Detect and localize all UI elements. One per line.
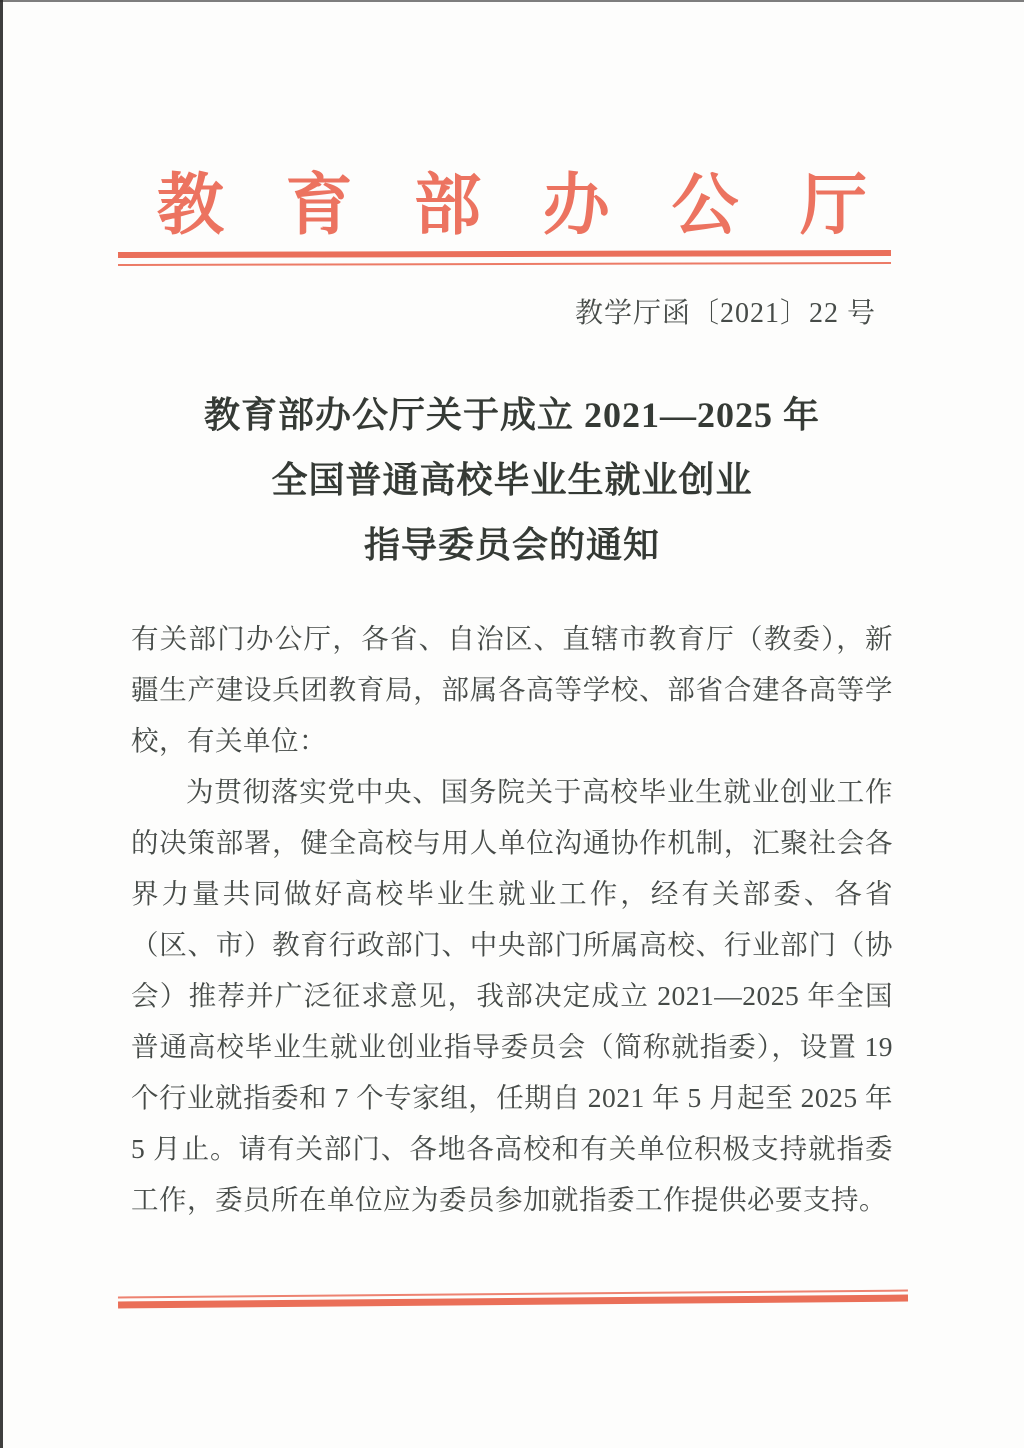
document-title xyxy=(0,383,1024,578)
footer-double-rule xyxy=(118,1290,908,1309)
salutation-paragraph: 有关部门办公厅，各省、自治区、直辖市教育厅（教委），新疆生产建设兵团教育局，部属各高等学校、部省合建各高等学校，有关单位： xyxy=(131,623,893,756)
document-number: 教学厅函〔2021〕22 号 xyxy=(574,298,876,329)
document-body xyxy=(131,613,893,1225)
body-paragraph: 为贯彻落实党中央、国务院关于高校毕业生就业创业工作的决策部署，健全高校与用人单位沟通协作机制，汇聚社会各界力量共同做好高校毕业生就业工作，经有关部委、各省（区、市）教育行政部门、中央部门所属高校、行业部门（协会）推荐并广泛征求意见，我部决定成立 2021—2025 年全国普通高校毕业生就业创业指导委员会（简称就指委），设置 19 个行业就指委和 7 个专家组，任期自 2021 年 5 月起至 2025 年 5 月止。请有关部门、各地各高校和有关单位积极支持就指委工作，委员所在单位应为委员参加就指委工作提供必要支持。 xyxy=(131,776,893,1215)
document-title-line-2: 全国普通高校毕业生就业创业 xyxy=(271,460,753,500)
letterhead-rule-thin xyxy=(118,262,891,266)
letterhead-title: 教育部办公厅 xyxy=(156,169,929,243)
letterhead-double-rule xyxy=(118,250,891,266)
document-title-line-3: 指导委员会的通知 xyxy=(363,525,660,565)
document-title-line-1: 教育部办公厅关于成立 2021—2025 年 xyxy=(203,395,820,435)
letterhead-rule-thick xyxy=(118,250,891,258)
scan-edge-top xyxy=(0,0,1024,2)
